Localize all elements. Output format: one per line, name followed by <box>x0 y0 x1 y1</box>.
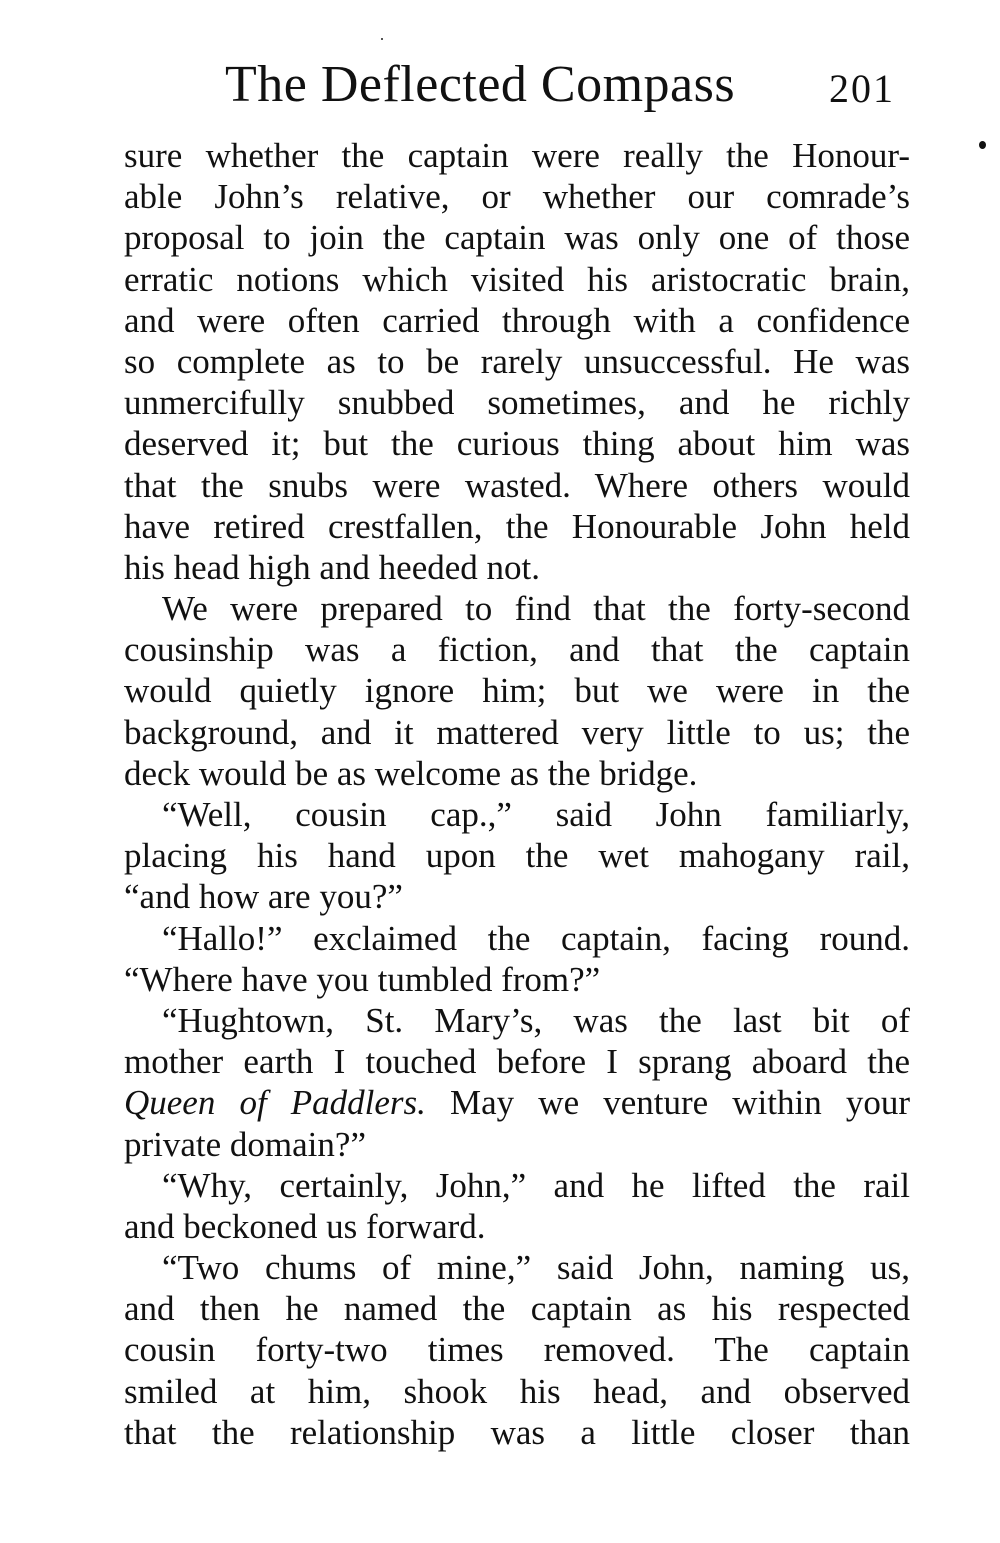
ship-name: Queen of Paddlers. <box>124 1083 426 1123</box>
text-line: sure whether the captain were really the Honour- <box>124 136 910 175</box>
text-line: “Where have you tumbled from?” <box>124 959 601 999</box>
text-line: and then he named the captain as his respected <box>124 1289 910 1329</box>
text-line: that the relationship was a little closer than <box>124 1412 910 1452</box>
text-line: cousinship was a fiction, and that the captain <box>124 630 910 670</box>
text-line: deck would be as welcome as the bridge. <box>124 753 698 793</box>
text-line: and were often carried through with a confidence <box>124 300 910 340</box>
text-line: “Two chums of mine,” said John, naming us, <box>162 1248 910 1288</box>
text-line: so complete as to be rarely unsuccessful. He was <box>124 341 910 381</box>
text-fragment: May we venture within your <box>450 1083 910 1123</box>
text-line: “Well, cousin cap.,” said John familiarly, <box>162 795 910 834</box>
text-line: mother earth I touched before I sprang aboard the <box>124 1042 910 1082</box>
text-line: background, and it mattered very little to us; the <box>124 712 910 752</box>
text-line: private domain?” <box>124 1124 366 1164</box>
body-text <box>124 135 910 1453</box>
text-line: would quietly ignore him; but we were in the <box>124 671 910 711</box>
running-title: The Deflected Compass <box>225 56 736 113</box>
ink-speck <box>381 38 383 40</box>
margin-dot <box>979 141 986 149</box>
text-line: his head high and heeded not. <box>124 547 541 587</box>
text-line: smiled at him, shook his head, and observed <box>124 1371 910 1411</box>
text-line: able John’s relative, or whether our comrade’s <box>124 177 910 217</box>
text-line-mixed <box>124 1082 910 1123</box>
text-line: “and how are you?” <box>124 877 403 917</box>
text-line: and beckoned us forward. <box>124 1206 486 1246</box>
text-line: deserved it; but the curious thing about him was <box>124 424 910 464</box>
text-line: “Hughtown, St. Mary’s, was the last bit of <box>162 1000 910 1040</box>
text-line: “Hallo!” exclaimed the captain, facing round. <box>162 918 910 958</box>
text-line: cousin forty-two times removed. The captain <box>124 1330 910 1370</box>
page-header <box>225 50 895 120</box>
text-line: that the snubs were wasted. Where others would <box>124 465 910 505</box>
text-line: placing his hand upon the wet mahogany rail, <box>124 836 910 876</box>
text-line: unmercifully snubbed sometimes, and he richly <box>124 383 910 423</box>
text-line: proposal to join the captain was only one of those <box>124 218 910 258</box>
text-line: have retired crestfallen, the Honourable John held <box>124 506 910 546</box>
text-line: We were prepared to find that the forty-second <box>162 589 910 629</box>
text-line: “Why, certainly, John,” and he lifted the rail <box>162 1165 910 1205</box>
text-line: erratic notions which visited his aristocratic brain, <box>124 259 910 299</box>
page-number: 201 <box>829 66 895 111</box>
